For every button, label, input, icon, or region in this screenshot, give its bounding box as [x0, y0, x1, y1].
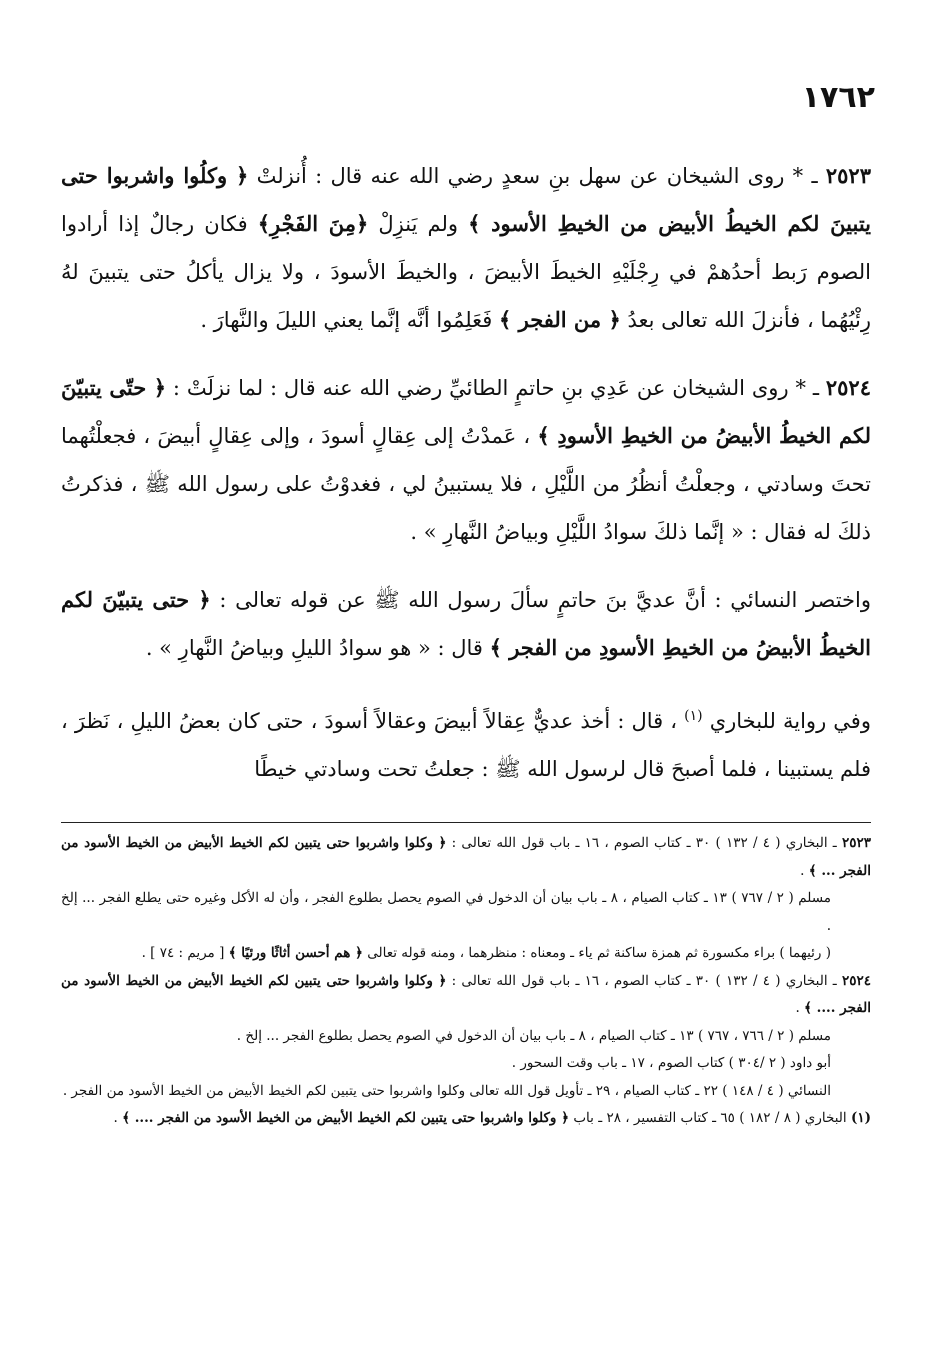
footnote-ref: (١) — [684, 708, 703, 724]
hadith-number: ٢٥٢٤ — [825, 375, 871, 400]
footnote: مسلم ( ٢ / ٧٦٧ ) ١٣ ـ كتاب الصيام ، ٨ ـ باب بيان أن الدخول في الصوم يحصل بطلوع الفجر ، وأن له الأكل وغيره حتى يطلع الفجر ... إلخ . — [61, 890, 831, 934]
footnote: أبو داود ( ٢ /٣٠٤ ) كتاب الصوم ، ١٧ ـ باب وقت السحور . — [511, 1055, 831, 1071]
page-number: ١٧٦٢ — [801, 80, 875, 115]
quran-quote: ﴿مِنَ الفَجْرِ﴾ — [257, 211, 369, 236]
footnote: (١) البخاري ( ٨ / ١٨٢ ) ٦٥ ـ كتاب التفسير ، ٢٨ ـ باب ﴿ وكلوا واشربوا حتى يتبين لكم الخيط الأبيض من الخيط الأسود من الفجر .... ﴾ . — [113, 1110, 871, 1126]
nasai-narration: واختصر النسائي : أنَّ عديَّ بنَ حاتمٍ سألَ رسول الله ﷺ عن قوله تعالى : ﴿ حتى يتبيّنَ لكم الخيطُ الأبيضُ من الخيطِ الأسودِ من الفجر ﴾ قال : « هو سوادُ الليلِ وبياضُ النَّهارِ » . — [61, 587, 872, 660]
footnote: ٢٥٢٤ ـ البخاري ( ٤ / ١٣٢ ) ٣٠ ـ كتاب الصوم ، ١٦ ـ باب قول الله تعالى : ﴿ وكلوا واشربوا حتى يتبين لكم الخيط الأبيض من الخيط الأسود من الفجر .... ﴾ . — [61, 972, 871, 1016]
hadith-2523: ٢٥٢٣ ـ * روى الشيخان عن سهل بنِ سعدٍ رضي الله عنه قال : أُنزلتْ ﴿ وكلُوا واشربوا حتى يتبينَ لكم الخيطُ الأبيض من الخيطِ الأسود ﴾ ولم يَنزِلْ ﴿مِنَ الفَجْرِ﴾ فكان رجالٌ إذا أرادوا الصوم رَبط أحدُهمْ في رِجْلَيْهِ الخيطَ الأبيضَ ، والخيطَ الأسودَ ، ولا يزال يأكلُ حتى يتبينَ لهُ رِئْيُهُما ، فأنزلَ الله تعالى بعدُ ﴿ من الفجر ﴾ فَعَلِمُوا أنَّه إنَّما يعني الليلَ والنَّهارَ . — [61, 163, 872, 332]
quran-quote: ﴿ حتى يتبيّنَ لكم الخيطُ الأبيضُ من الخيطِ الأسودِ من الفجر ﴾ — [61, 587, 871, 660]
hadith-number: ٢٥٢٣ — [825, 163, 871, 188]
main-text — [61, 152, 871, 813]
hadith-2524: ٢٥٢٤ ـ * روى الشيخان عن عَدِي بنِ حاتمٍ الطائيِّ رضي الله عنه قال : لما نزلَتْ : ﴿ حتّى يتبيّنَ لكم الخيطُ الأبيضُ من الخيطِ الأسودِ ﴾ ، عَمدْتُ إلى عِقالٍ أسودَ ، وإلى عِقالٍ أبيضَ ، فجعلْتُهما تحتَ وسادتي ، وجعلْتُ أنظُرُ من اللَّيْلِ ، فلا يستبينُ لي ، فغدوْتُ على رسول الله ﷺ ، فذكرتُ ذلكَ له فقال : « إنَّما ذلكَ سوادُ اللَّيْلِ وبياضُ النَّهارِ » . — [61, 375, 871, 544]
footnote: النسائي ( ٤ / ١٤٨ ) ٢٢ ـ كتاب الصيام ، ٢٩ ـ تأويل قول الله تعالى وكلوا واشربوا حتى يتبين لكم الخيط الأبيض من الخيط الأسود من الفجر . — [62, 1082, 831, 1099]
quran-quote: ﴿ وكلُوا واشربوا حتى يتبينَ لكم الخيطُ الأبيض من الخيطِ الأسود ﴾ — [61, 163, 872, 236]
quran-quote: ﴿ من الفجر ﴾ — [499, 307, 621, 332]
footnote: ٢٥٢٣ ـ البخاري ( ٤ / ١٣٢ ) ٣٠ ـ كتاب الصوم ، ١٦ ـ باب قول الله تعالى : ﴿ وكلوا واشربوا حتى يتبين لكم الخيط الأبيض من الخيط الأسود من الفجر ... ﴾ . — [61, 835, 871, 879]
footnote: ( رئيهما ) براء مكسورة ثم همزة ساكنة ثم ياء ـ ومعناه : منظرهما ، ومنه قوله تعالى ﴿ هم أحسن أثاثًا ورئيًا ﴾ [ مريم : ٧٤ ] . — [141, 945, 831, 961]
quran-quote: ﴿ حتّى يتبيّنَ لكم الخيطُ الأبيضُ من الخيطِ الأسودِ ﴾ — [61, 375, 871, 448]
footnote-divider — [61, 822, 871, 823]
bukhari-narration: وفي رواية للبخاري $^{(١)}$ ، قال : أخذ عديٌّ عِقالاً أبيضَ وعقالاً أسودَ ، حتى كان بعضُ الليلِ ، نَظرَ ، فلم يستبينا ، فلما أصبحَ قال لرسول الله ﷺ : جعلتُ تحت وسادتي خيطًا — [61, 708, 871, 781]
footnotes — [61, 830, 871, 1133]
footnote: مسلم ( ٢ / ٧٦٦ ، ٧٦٧ ) ١٣ ـ كتاب الصيام ، ٨ ـ باب بيان أن الدخول في الصوم يحصل بطلوع الفجر ... إلخ . — [236, 1027, 831, 1044]
